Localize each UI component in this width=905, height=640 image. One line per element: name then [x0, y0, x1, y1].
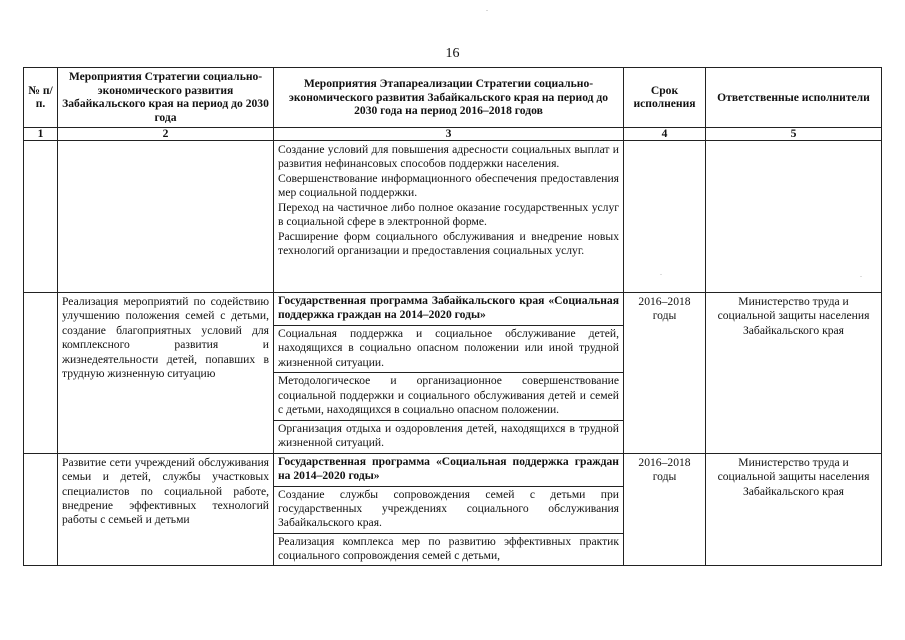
deadline-cell	[624, 140, 706, 292]
responsible-cell: Министерство труда и социальной защиты населения Забайкальского края	[706, 292, 882, 453]
column-number: 2	[58, 127, 274, 140]
scan-speck: .	[660, 268, 662, 277]
table-row	[24, 140, 882, 292]
scan-speck: .	[486, 4, 488, 13]
column-number: 5	[706, 127, 882, 140]
column-number: 4	[624, 127, 706, 140]
column-numbers-row	[24, 127, 882, 140]
header-deadline: Срок исполнения	[624, 68, 706, 128]
deadline-cell: 2016–2018 годы	[624, 292, 706, 453]
strategy-measure-cell: Реализация мероприятий по содействию улучшению положения семей с детьми, создание благоприятных условий для комплексного развития и жизнедеятельности детей, попавших в трудную жизненную ситуацию	[58, 292, 274, 453]
program-title: Государственная программа «Социальная поддержка граждан на 2014–2020 годы»	[274, 454, 623, 487]
row-number-cell	[24, 292, 58, 453]
responsible-cell: Министерство труда и социальной защиты населения Забайкальского края	[706, 453, 882, 565]
measure-paragraph: Создание условий для повышения адресности социальных выплат и развития нефинансовых способов поддержки населения.	[278, 142, 619, 171]
scan-speck: .	[860, 270, 862, 279]
header-stage-measures: Мероприятия Этапареализации Стратегии социально-экономического развития Забайкальского края на период до 2030 года на период 2016–2018 годов	[274, 68, 624, 128]
strategy-measure-cell	[58, 140, 274, 292]
measure-item: Методологическое и организационное совершенствование социальной поддержки и социального обслуживания детей и семей с детьми, находящихся в социально опасном положении.	[274, 373, 623, 420]
page-number: 16	[445, 46, 460, 61]
table-row	[24, 292, 882, 453]
measure-paragraph: Расширение форм социального обслуживания и внедрение новых технологий организации и предоставления социальных услуг.	[278, 229, 619, 258]
header-responsible: Ответственные исполнители	[706, 68, 882, 128]
deadline-cell: 2016–2018 годы	[624, 453, 706, 565]
strategy-measure-cell: Развитие сети учреждений обслуживания семьи и детей, службы участковых специалистов по социальной работе, внедрение эффективных технологий работы с семьей и детьми	[58, 453, 274, 565]
stage-measure-cell	[274, 140, 624, 292]
header-number: № п/п.	[24, 68, 58, 128]
header-strategy-measures: Мероприятия Стратегии социально-экономического развития Забайкальского края на период до 2030 года	[58, 68, 274, 128]
measure-paragraph: Переход на частичное либо полное оказание государственных услуг в социальной сфере в электронной форме.	[278, 200, 619, 229]
stage-measure-cell	[274, 292, 624, 453]
row-number-cell	[24, 140, 58, 292]
column-number: 3	[274, 127, 624, 140]
measure-item: Организация отдыха и оздоровления детей, находящихся в трудной жизненной ситуаций.	[278, 421, 619, 450]
row-number-cell	[24, 453, 58, 565]
table-row	[24, 453, 882, 565]
stage-measure-cell	[274, 453, 624, 565]
column-number: 1	[24, 127, 58, 140]
measure-item: Создание службы сопровождения семей с детьми при государственных учреждениях социального обслуживания Забайкальского края.	[274, 487, 623, 534]
measure-item: Социальная поддержка и социальное обслуживание детей, находящихся в социально опасном положении или иной трудной жизненной ситуации.	[274, 326, 623, 373]
strategy-table	[23, 67, 882, 566]
measure-paragraph: Совершенствование информационного обеспечения предоставления мер социальной поддержки.	[278, 171, 619, 200]
program-title: Государственная программа Забайкальского края «Социальная поддержка граждан на 2014–2020 годы»	[274, 293, 623, 326]
responsible-cell	[706, 140, 882, 292]
table-header-row	[24, 68, 882, 128]
measure-item: Реализация комплекса мер по развитию эффективных практик социального сопровождения семей с детьми,	[278, 534, 619, 563]
